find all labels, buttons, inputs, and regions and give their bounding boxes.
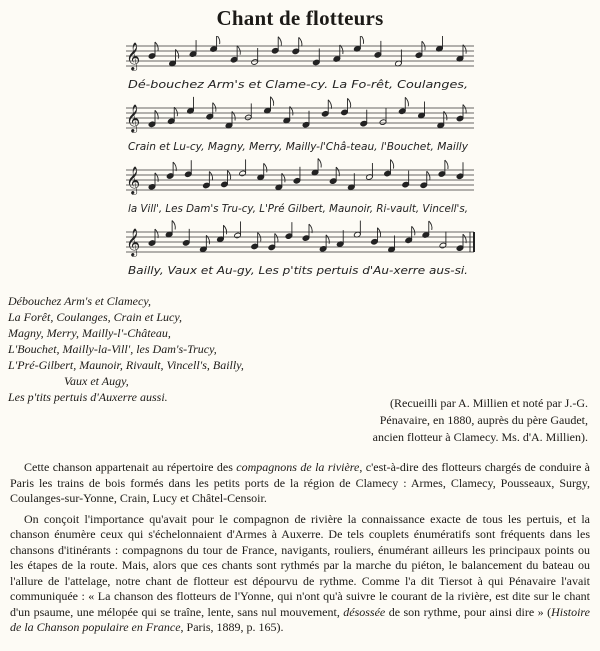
note-flag bbox=[427, 171, 430, 180]
book-title: Histoire de la Chanson populaire en France bbox=[10, 604, 590, 634]
note-flag bbox=[429, 221, 432, 230]
text-run: de son rythme, pour ainsi dire » ( bbox=[385, 604, 552, 619]
lyric-line: la Vill', Les Dam's Tru-cy, L'Pré Gilbert, Maunoir, Ri-vault, Vincell's, bbox=[128, 204, 465, 215]
note-flag bbox=[328, 100, 331, 109]
source-note bbox=[318, 395, 588, 446]
note-flag bbox=[155, 173, 158, 182]
note-flag bbox=[174, 107, 177, 116]
note-flag bbox=[391, 160, 394, 169]
treble-clef-icon: 𝄞 bbox=[126, 228, 141, 256]
text-run: On conçoit l'importance qu'avait pour le compagnon de rivière la connaissance exacte de tous les pertuis, et la chanson énumère ceux qui s'échelonnaient d'Armes à Auxerre. De tels couplets énumératifs sont fréquents dans les chansons d'itinérants : compagnons du tour de France, navigants, rouliers, énumérant ailleurs les principaux points ou les étapes de la route. Mais, alors que ces chants sont rythmés par la marche du piéton, le balancement du bateau ou l'allure de l'attelage, notre chant de flotteur est dépourvu de rythme. Comme l'a dit Tiersot à qui Pénavaire l'avait communiquée : « La chanson des flotteurs de l'Yonne, qui n'ont qu'à suivre le courant de la rivière, est dite sur le chant d'un psaume, une mélopée qui se traîne, lente, sans nul mouvement, bbox=[10, 511, 590, 619]
note-flag bbox=[405, 97, 408, 106]
lyric-line: Crain et Lu-cy, Magny, Merry, Mailly-l'Châ-teau, l'Bouchet, Mailly bbox=[128, 142, 455, 153]
emphasis: compagnons de la rivière bbox=[236, 460, 360, 474]
verse-line: Vaux et Augy, bbox=[64, 374, 129, 388]
source-line: Pénavaire, en 1880, auprès du père Gaudet, bbox=[379, 413, 588, 427]
note-flag bbox=[264, 163, 267, 172]
verse-line: L'Pré-Gilbert, Maunoir, Rivault, Vincell's, Bailly, bbox=[8, 358, 244, 372]
note-flag bbox=[463, 105, 466, 114]
source-line: (Recueilli par A. Millien et noté par J.-G. bbox=[390, 396, 588, 410]
paragraph bbox=[10, 512, 590, 636]
emphasis: désossée bbox=[343, 604, 386, 619]
note-flag bbox=[318, 159, 321, 168]
music-score bbox=[120, 36, 480, 286]
note-flag bbox=[223, 225, 226, 234]
note-flag bbox=[209, 171, 212, 180]
text-run: Cette chanson appartenait au répertoire des bbox=[24, 460, 237, 474]
verse-line: Magny, Merry, Mailly-l'-Château, bbox=[8, 326, 171, 340]
note-flag bbox=[206, 235, 209, 244]
lyric-line: Bailly, Vaux et Au-gy, Les p'tits pertuis d'Au-xerre aus-si. bbox=[128, 266, 468, 277]
note-flag bbox=[155, 42, 158, 51]
treble-clef-icon: 𝄞 bbox=[126, 104, 141, 132]
commentary bbox=[10, 460, 590, 636]
note-flag bbox=[360, 36, 363, 44]
treble-clef-icon: 𝄞 bbox=[126, 42, 141, 70]
text-run: , Paris, 1889, p. 165). bbox=[180, 620, 284, 634]
note-flag bbox=[237, 46, 240, 55]
verse-line: La Forêt, Coulanges, Crain et Lucy, bbox=[8, 310, 182, 324]
score-staves bbox=[120, 36, 480, 286]
note-flag bbox=[213, 103, 216, 112]
paragraph bbox=[10, 460, 590, 507]
lyric-line: Dé-bouchez Arm's et Clame-cy. La Fo-rêt, Coulanges, bbox=[128, 80, 400, 91]
verse-line: Débouchez Arm's et Clamecy, bbox=[8, 294, 151, 308]
note-flag bbox=[271, 97, 274, 106]
note-flag bbox=[275, 233, 278, 242]
source-line: ancien flotteur à Clamecy. Ms. d'A. Millien). bbox=[372, 430, 588, 444]
note-flag bbox=[348, 98, 351, 107]
note-flag bbox=[412, 226, 415, 235]
note-flag bbox=[278, 37, 281, 46]
note-flag bbox=[326, 235, 329, 244]
note-flag bbox=[217, 36, 220, 44]
note-flag bbox=[172, 221, 175, 230]
note-flag bbox=[445, 160, 448, 169]
note-flag bbox=[282, 173, 285, 182]
verse-line: L'Bouchet, Mailly-la-Vill', les Dam's-Trucy, bbox=[8, 342, 217, 356]
song-title: Chant de flotteurs bbox=[216, 6, 384, 30]
verse-lyrics bbox=[8, 293, 338, 405]
text-run: , c'est-à-dire des flotteurs chargés de conduire à Paris les trains de bois formés dans les petits ports de la région de Clamecy : Armes, Clamecy, Pousseaux, Surgy, Coulanges-sur-Yonne, Crain, Lucy et Châtel-Censoir. bbox=[10, 460, 590, 505]
note-flag bbox=[299, 37, 302, 46]
treble-clef-icon: 𝄞 bbox=[126, 166, 141, 194]
verse-line: Les p'tits pertuis d'Auxerre aussi. bbox=[8, 390, 168, 404]
